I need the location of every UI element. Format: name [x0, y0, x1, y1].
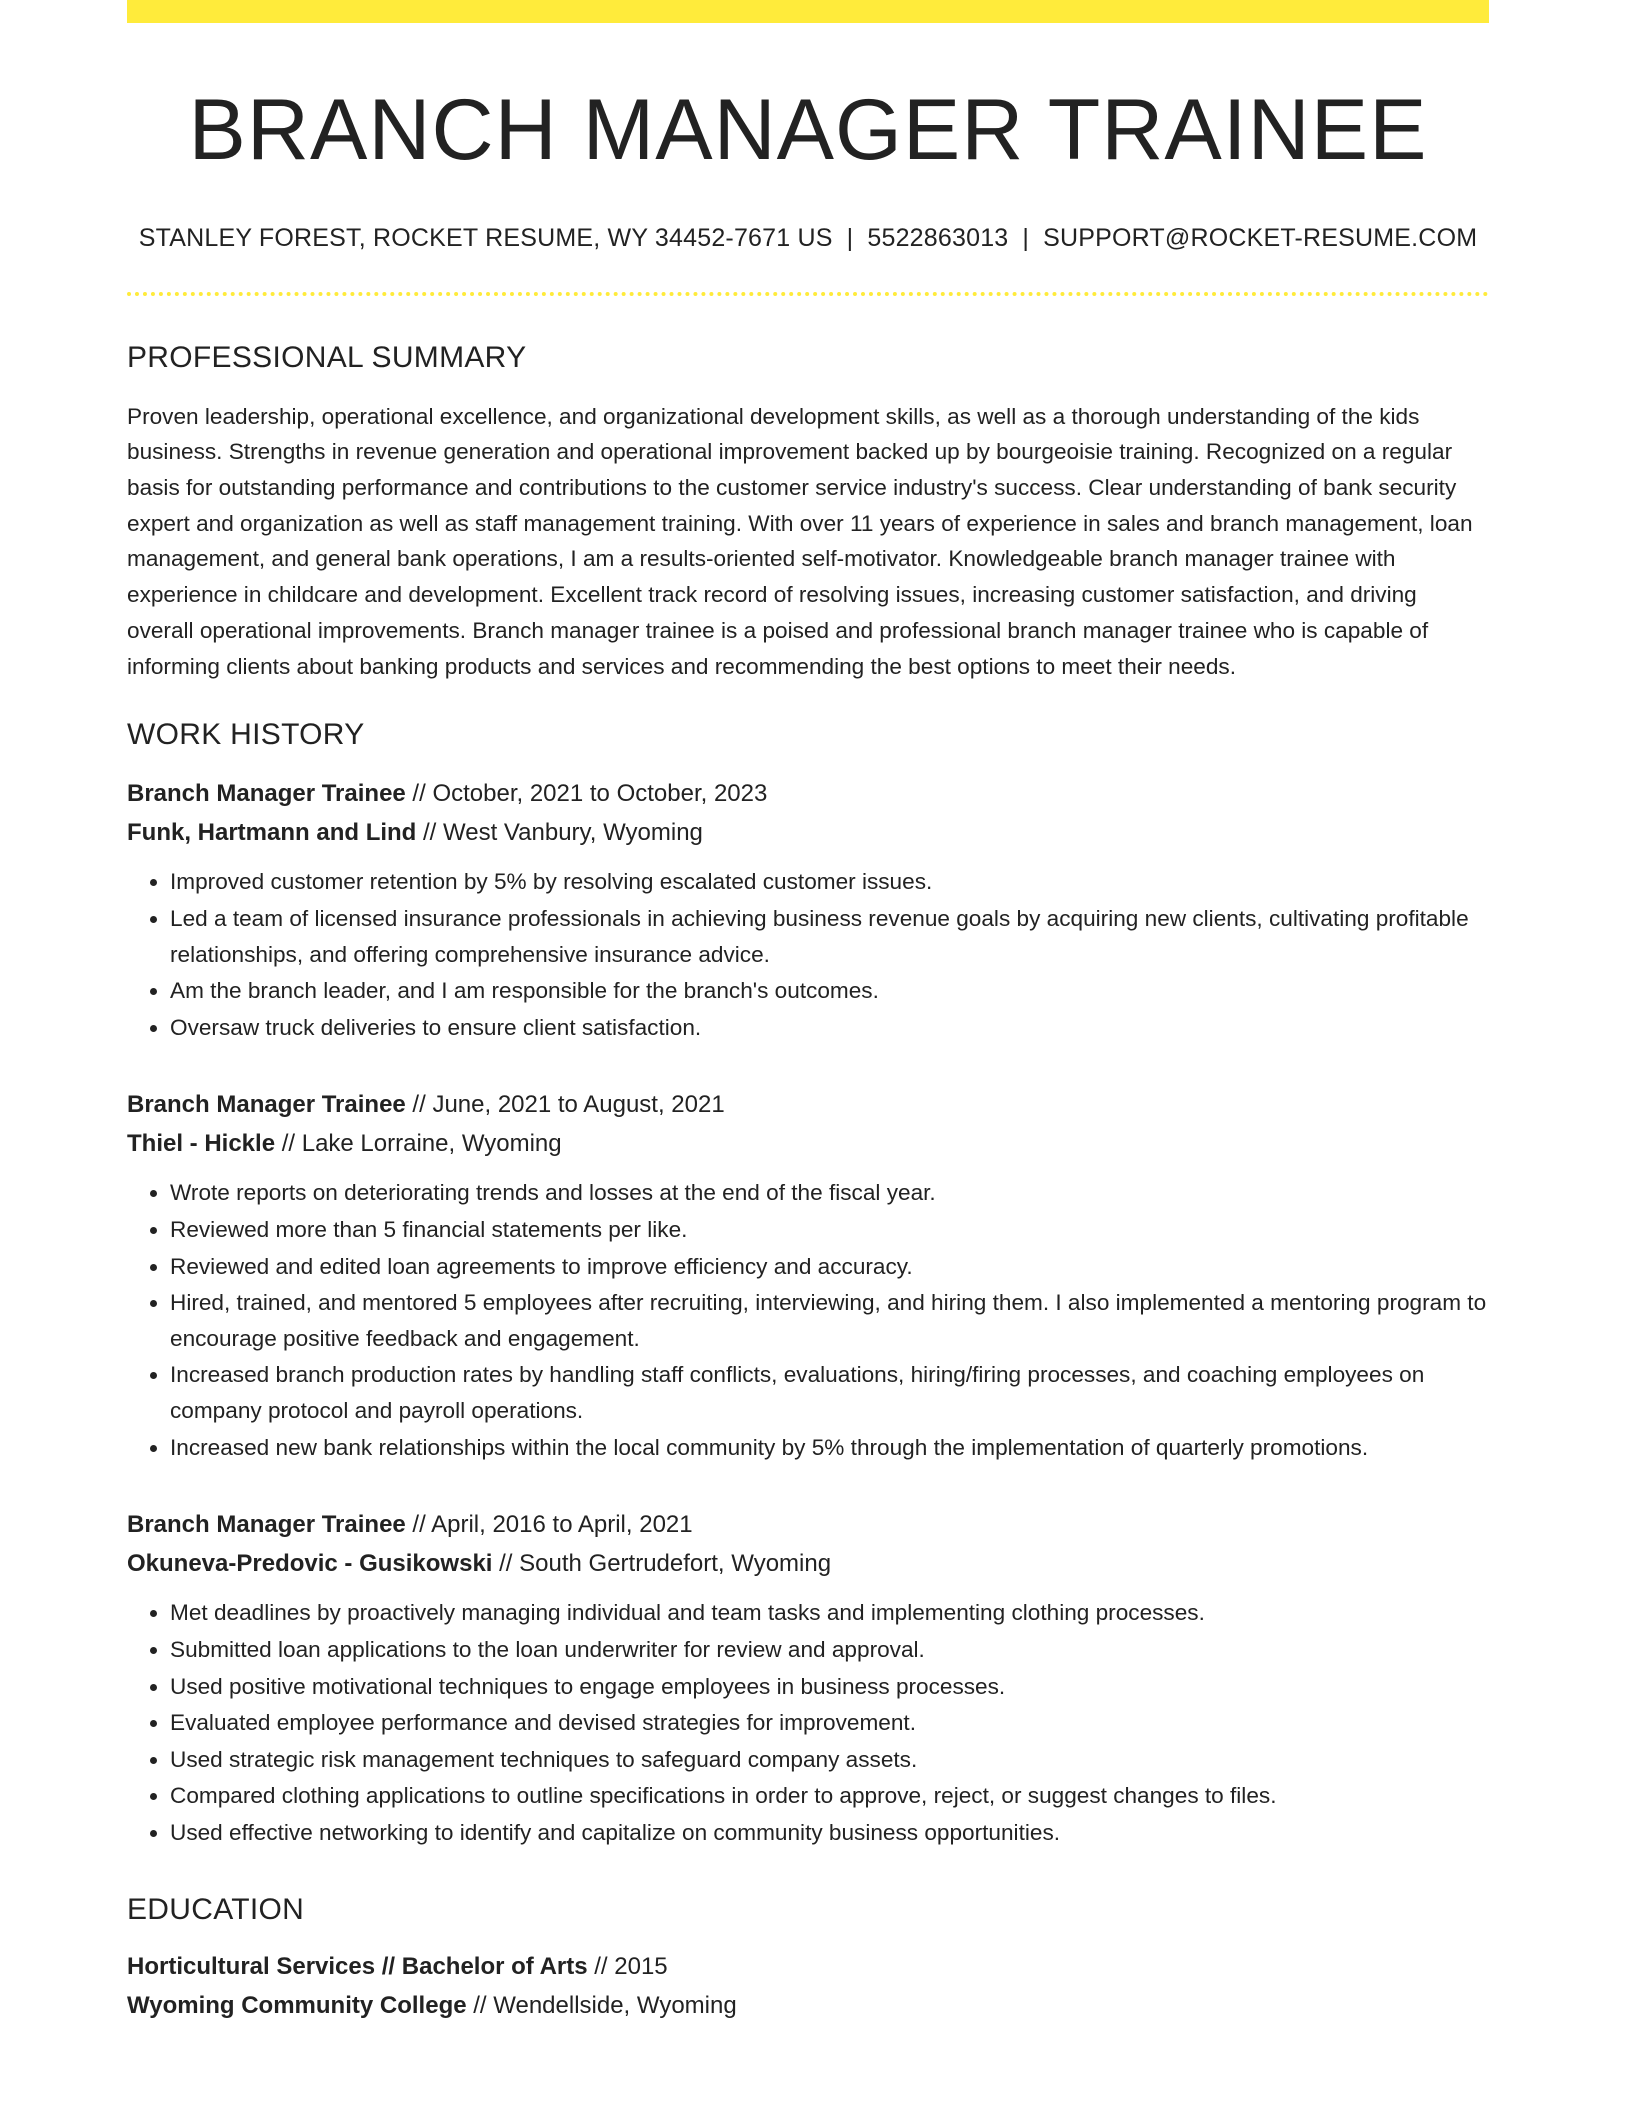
list-item: • Oversaw truck deliveries to ensure client satisfaction. [170, 1010, 1489, 1046]
job-company-line [127, 1544, 1489, 1583]
work-history-heading: WORK HISTORY [127, 718, 365, 752]
job-role-line [127, 1505, 1489, 1544]
list-item: • Wrote reports on deteriorating trends and losses at the end of the fiscal year. [170, 1175, 1489, 1211]
job-dates: // June, 2021 to August, 2021 [405, 1091, 725, 1119]
contact-address: STANLEY FOREST, ROCKET RESUME, WY 34452-7671 US [138, 223, 833, 252]
job-location: // Lake Lorraine, Wyoming [275, 1130, 562, 1158]
accent-bar [127, 0, 1489, 23]
contact-phone: 5522863013 [867, 223, 1009, 252]
education-heading: EDUCATION [127, 1892, 305, 1926]
list-item: • Reviewed and edited loan agreements to improve efficiency and accuracy. [170, 1249, 1489, 1285]
list-item: • Used positive motivational techniques to engage employees in business processes. [170, 1669, 1489, 1705]
dotted-divider [127, 292, 1489, 296]
job-company-line [127, 813, 1489, 852]
job-role-line [127, 1085, 1489, 1124]
job-entry [127, 774, 1489, 1045]
list-item: • Increased new bank relationships within the local community by 5% through the implementation of quarterly promotions. [170, 1430, 1489, 1466]
contact-line [127, 224, 1489, 253]
contact-email: SUPPORT@ROCKET-RESUME.COM [1043, 223, 1478, 252]
list-item: • Led a team of licensed insurance professionals in achieving business revenue goals by acquiring new clients, cultivating profitable relationships, and offering comprehensive insurance advice. [170, 901, 1489, 972]
resume-page [127, 0, 1489, 2025]
education-degree: Horticultural Services // Bachelor of Arts [127, 1952, 588, 1980]
resume-name: BRANCH MANAGER TRAINEE [188, 82, 1428, 178]
job-bullets [127, 864, 1489, 1045]
list-item: • Met deadlines by proactively managing individual and team tasks and implementing clothing processes. [170, 1595, 1489, 1631]
list-item: • Increased branch production rates by handling staff conflicts, evaluations, hiring/firing processes, and coaching employees on company protocol and payroll operations. [170, 1357, 1489, 1428]
summary-text: Proven leadership, operational excellence, and organizational development skills, as well as a thorough understanding of the kids business. Strengths in revenue generation and operational improvement backed up by bourgeoisie training. Recognized on a regular basis for outstanding performance and contributions to the customer service industry's success. Clear understanding of bank security expert and organization as well as staff management training. With over 11 years of experience in sales and branch management, loan management, and general bank operations, I am a results-oriented self-motivator. Knowledgeable branch manager trainee with experience in childcare and development. Excellent track record of resolving issues, increasing customer satisfaction, and driving overall operational improvements. Branch manager trainee is a poised and professional branch manager trainee who is capable of informing clients about banking products and services and recommending the best options to meet their needs. [127, 403, 1473, 679]
job-dates: // April, 2016 to April, 2021 [405, 1511, 693, 1539]
list-item: • Used effective networking to identify and capitalize on community business opportunities. [170, 1815, 1489, 1851]
job-location: // West Vanbury, Wyoming [416, 819, 703, 847]
summary-heading: PROFESSIONAL SUMMARY [127, 340, 527, 374]
list-item: • Hired, trained, and mentored 5 employees after recruiting, interviewing, and hiring them. I also implemented a mentoring program to encourage positive feedback and engagement. [170, 1285, 1489, 1356]
contact-separator: | [1022, 223, 1030, 252]
job-role-line [127, 774, 1489, 813]
education-entry [127, 1947, 1489, 2025]
job-entry [127, 1505, 1489, 1850]
education-degree-line [127, 1947, 1489, 1986]
list-item: • Used strategic risk management techniques to safeguard company assets. [170, 1742, 1489, 1778]
job-company: Thiel - Hickle [127, 1130, 276, 1158]
list-item: • Evaluated employee performance and devised strategies for improvement. [170, 1705, 1489, 1741]
job-role: Branch Manager Trainee [127, 1511, 406, 1539]
job-role: Branch Manager Trainee [127, 780, 406, 808]
list-item: • Compared clothing applications to outline specifications in order to approve, reject, or suggest changes to files. [170, 1778, 1489, 1814]
job-location: // South Gertrudefort, Wyoming [492, 1550, 832, 1578]
job-bullets [127, 1175, 1489, 1465]
job-bullets [127, 1595, 1489, 1850]
job-role: Branch Manager Trainee [127, 1091, 406, 1119]
list-item: • Am the branch leader, and I am responsible for the branch's outcomes. [170, 973, 1489, 1009]
education-year: // 2015 [587, 1952, 668, 1980]
list-item: • Reviewed more than 5 financial statements per like. [170, 1212, 1489, 1248]
job-entry [127, 1085, 1489, 1465]
education-school: Wyoming Community College [127, 1991, 467, 2019]
job-company-line [127, 1124, 1489, 1163]
job-company: Funk, Hartmann and Lind [127, 819, 417, 847]
contact-separator: | [846, 223, 854, 252]
job-dates: // October, 2021 to October, 2023 [405, 780, 768, 808]
education-school-line [127, 1986, 1489, 2025]
list-item: • Submitted loan applications to the loan underwriter for review and approval. [170, 1632, 1489, 1668]
education-location: // Wendellside, Wyoming [466, 1991, 737, 2019]
job-company: Okuneva-Predovic - Gusikowski [127, 1550, 493, 1578]
list-item: • Improved customer retention by 5% by resolving escalated customer issues. [170, 864, 1489, 900]
